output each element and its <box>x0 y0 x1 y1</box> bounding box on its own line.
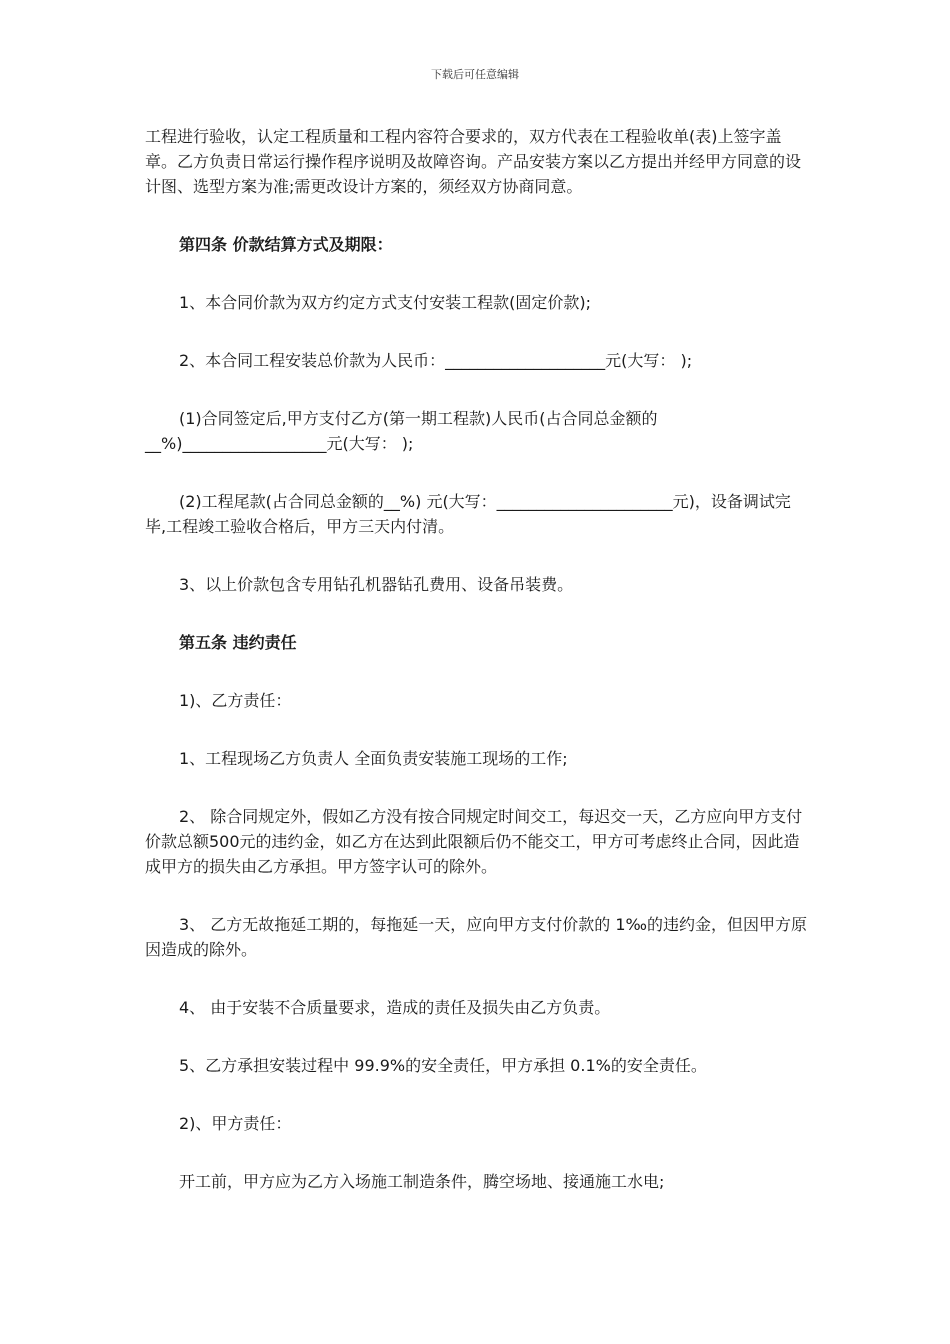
paragraph-acceptance: 工程进行验收，认定工程质量和工程内容符合要求的，双方代表在工程验收单(表)上签字盖章。乙方负责日常运行操作程序说明及故障咨询。产品安装方案以乙方提出并经甲方同意的设计图、选型方案为准;需更改设计方案的，须经双方协商同意。 <box>145 127 802 196</box>
clause-5-b-5: 5、乙方承担安装过程中 99.9%的安全责任，甲方承担 0.1%的安全责任。 <box>179 1056 707 1075</box>
clause-5-b-3: 3、 乙方无故拖延工期的，每拖延一天，应向甲方支付价款的 1‰的违约金，但因甲方原因造成的除外。 <box>145 915 808 959</box>
clause-4-2-1: (1)合同签定后,甲方支付乙方(第一期工程款)人民币(占合同总金额的__%)__________________元(大写： ); <box>145 409 658 453</box>
subheading-party-b: 1)、乙方责任： <box>179 691 292 710</box>
clause-4-2: 2、本合同工程安装总价款为人民币：____________________元(大写： ); <box>179 351 693 370</box>
clause-5-b-2: 2、 除合同规定外，假如乙方没有按合同规定时间交工，每迟交一天，乙方应向甲方支付价款总额500元的违约金，如乙方在达到此限额后仍不能交工，甲方可考虑终止合同，因此造成甲方的损失由乙方承担。甲方签字认可的除外。 <box>145 807 803 876</box>
document-body <box>145 124 809 1227</box>
clause-5-a-1: 开工前，甲方应为乙方入场施工制造条件，腾空场地、接通施工水电; <box>179 1172 665 1191</box>
clause-4-2-2: (2)工程尾款(占合同总金额的__%) 元(大写：______________________元)，设备调试完毕,工程竣工验收合格后，甲方三天内付清。 <box>145 492 791 536</box>
section-heading-article-5: 第五条 违约责任 <box>179 633 297 652</box>
clause-5-b-4: 4、 由于安装不合质量要求，造成的责任及损失由乙方负责。 <box>179 998 611 1017</box>
section-heading-article-4: 第四条 价款结算方式及期限： <box>179 235 393 254</box>
clause-4-3: 3、以上价款包含专用钻孔机器钻孔费用、设备吊装费。 <box>179 575 574 594</box>
page-header: 下载后可任意编辑 <box>431 68 519 81</box>
subheading-party-a: 2)、甲方责任： <box>179 1114 292 1133</box>
clause-5-b-1: 1、工程现场乙方负责人 全面负责安装施工现场的工作; <box>179 749 568 768</box>
clause-4-1: 1、本合同价款为双方约定方式支付安装工程款(固定价款); <box>179 293 592 312</box>
